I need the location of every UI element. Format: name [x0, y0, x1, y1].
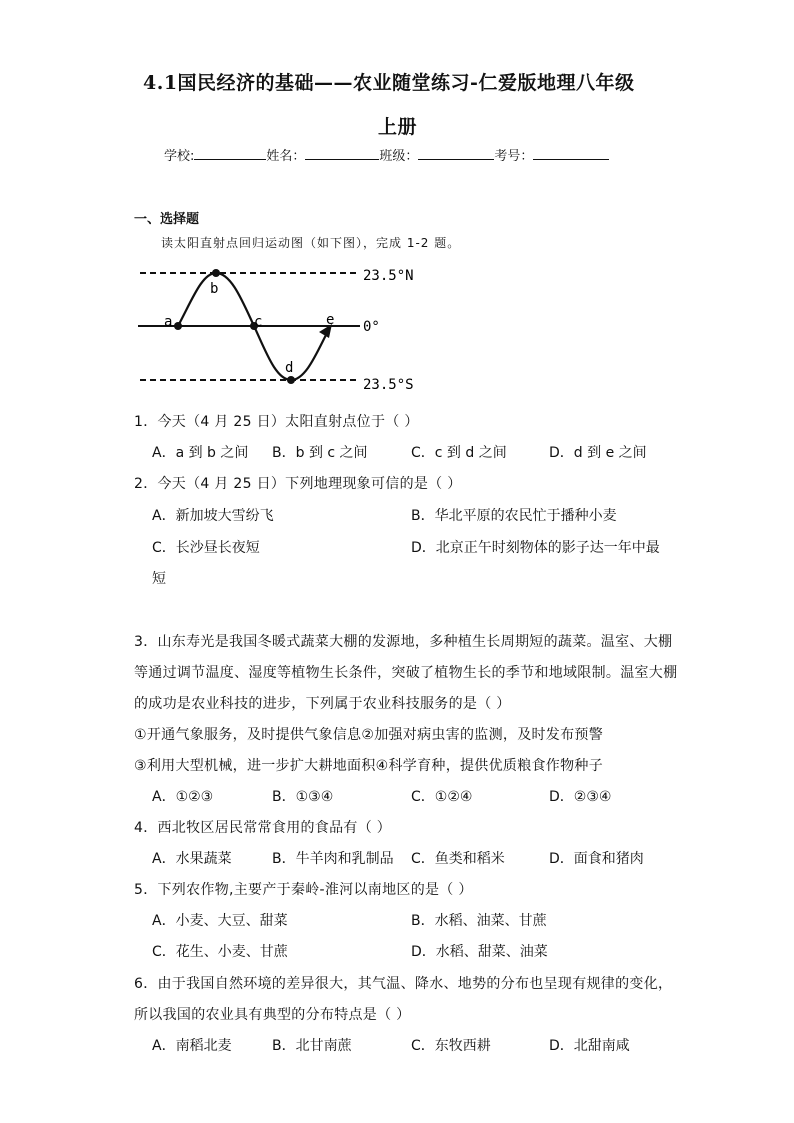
name-field[interactable] — [305, 145, 379, 160]
question-6-stem-line-2: 所以我国的农业具有典型的分布特点是（ ） — [134, 1007, 411, 1023]
q2-option-b[interactable]: B．华北平原的农民忙于播种小麦 — [411, 508, 617, 524]
point-b — [212, 269, 220, 277]
q4-option-b[interactable]: B．牛羊肉和乳制品 — [272, 851, 394, 867]
q1-option-d[interactable]: D．d 到 e 之间 — [549, 445, 647, 461]
q6-option-c[interactable]: C．东牧西耕 — [411, 1038, 491, 1054]
question-6-stem-line-1: 6．由于我国自然环境的差异很大，其气温、降水、地势的分布也呈现有规律的变化， — [134, 976, 673, 992]
q5-option-a[interactable]: A．小麦、大豆、甜菜 — [152, 913, 288, 929]
label-south-tropic: 23.5°S — [363, 377, 414, 393]
question-3-stem-line-1: 3．山东寿光是我国冬暖式蔬菜大棚的发源地，多种植生长周期短的蔬菜。温室、大棚 — [134, 634, 673, 650]
q5-option-d[interactable]: D．水稻、甜菜、油菜 — [411, 944, 548, 960]
q2-option-d[interactable]: D．北京正午时刻物体的影子达一年中最 — [411, 540, 660, 556]
question-intro: 读太阳直射点回归运动图（如下图），完成 1-2 题。 — [161, 236, 461, 250]
q4-option-a[interactable]: A．水果蔬菜 — [152, 851, 232, 867]
label-north-tropic: 23.5°N — [363, 268, 414, 284]
q2-option-c[interactable]: C．长沙昼长夜短 — [152, 540, 260, 556]
q3-option-d[interactable]: D．②③④ — [549, 789, 612, 805]
question-5-stem: 5．下列农作物,主要产于秦岭-淮河以南地区的是（ ） — [134, 882, 473, 898]
q6-option-d[interactable]: D．北甜南咸 — [549, 1038, 630, 1054]
q4-option-c[interactable]: C．鱼类和稻米 — [411, 851, 505, 867]
point-a — [174, 322, 182, 330]
q1-option-c[interactable]: C．c 到 d 之间 — [411, 445, 507, 461]
section-heading: 一、选择题 — [134, 212, 200, 227]
class-label: 班级： — [379, 149, 419, 164]
school-field[interactable] — [194, 145, 266, 160]
page-title: 4.1国民经济的基础——农业随堂练习-仁爱版地理八年级 — [143, 72, 635, 94]
sun-migration-diagram — [130, 260, 430, 395]
question-3-stem-line-3: 的成功是农业科技的进步，下列属于农业科技服务的是（ ） — [134, 696, 511, 712]
q5-option-b[interactable]: B．水稻、油菜、甘蔗 — [411, 913, 547, 929]
name-label: 姓名： — [266, 149, 306, 164]
label-c: c — [254, 314, 263, 330]
label-b: b — [210, 281, 219, 297]
exam-no-field[interactable] — [533, 145, 609, 160]
question-2-stem: 2．今天（4 月 25 日）下列地理现象可信的是（ ） — [134, 476, 462, 492]
q5-option-c[interactable]: C．花生、小麦、甘蔗 — [152, 944, 288, 960]
label-a: a — [164, 314, 173, 330]
q3-option-b[interactable]: B．①③④ — [272, 789, 334, 805]
q2-option-d-continued: 短 — [152, 571, 166, 587]
q1-option-b[interactable]: B．b 到 c 之间 — [272, 445, 368, 461]
question-3-stem-line-4: ①开通气象服务，及时提供气象信息②加强对病虫害的监测，及时发布预警 — [134, 727, 603, 743]
label-e: e — [326, 312, 335, 328]
question-3-stem-line-5: ③利用大型机械，进一步扩大耕地面积④科学育种，提供优质粮食作物种子 — [134, 758, 603, 774]
q4-option-d[interactable]: D．面食和猪肉 — [549, 851, 644, 867]
point-d — [287, 376, 295, 384]
q3-option-c[interactable]: C．①②④ — [411, 789, 473, 805]
student-info-row — [164, 145, 609, 164]
question-3-stem-line-2: 等通过调节温度、湿度等植物生长条件，突破了植物生长的季节和地域限制。温室大棚 — [134, 665, 678, 681]
question-1-stem: 1．今天（4 月 25 日）太阳直射点位于（ ） — [134, 414, 419, 430]
label-equator: 0° — [363, 319, 380, 335]
q6-option-b[interactable]: B．北甘南蔗 — [272, 1038, 352, 1054]
class-field[interactable] — [418, 145, 494, 160]
q3-option-a[interactable]: A．①②③ — [152, 789, 214, 805]
q2-option-a[interactable]: A．新加坡大雪纷飞 — [152, 508, 274, 524]
question-4-stem: 4．西北牧区居民常常食用的食品有（ ） — [134, 820, 392, 836]
q1-option-a[interactable]: A．a 到 b 之间 — [152, 445, 249, 461]
page-title-continued: 上册 — [378, 116, 418, 138]
exam-no-label: 考号： — [494, 149, 534, 164]
q6-option-a[interactable]: A．南稻北麦 — [152, 1038, 232, 1054]
school-label: 学校: — [164, 149, 195, 164]
label-d: d — [285, 360, 294, 376]
